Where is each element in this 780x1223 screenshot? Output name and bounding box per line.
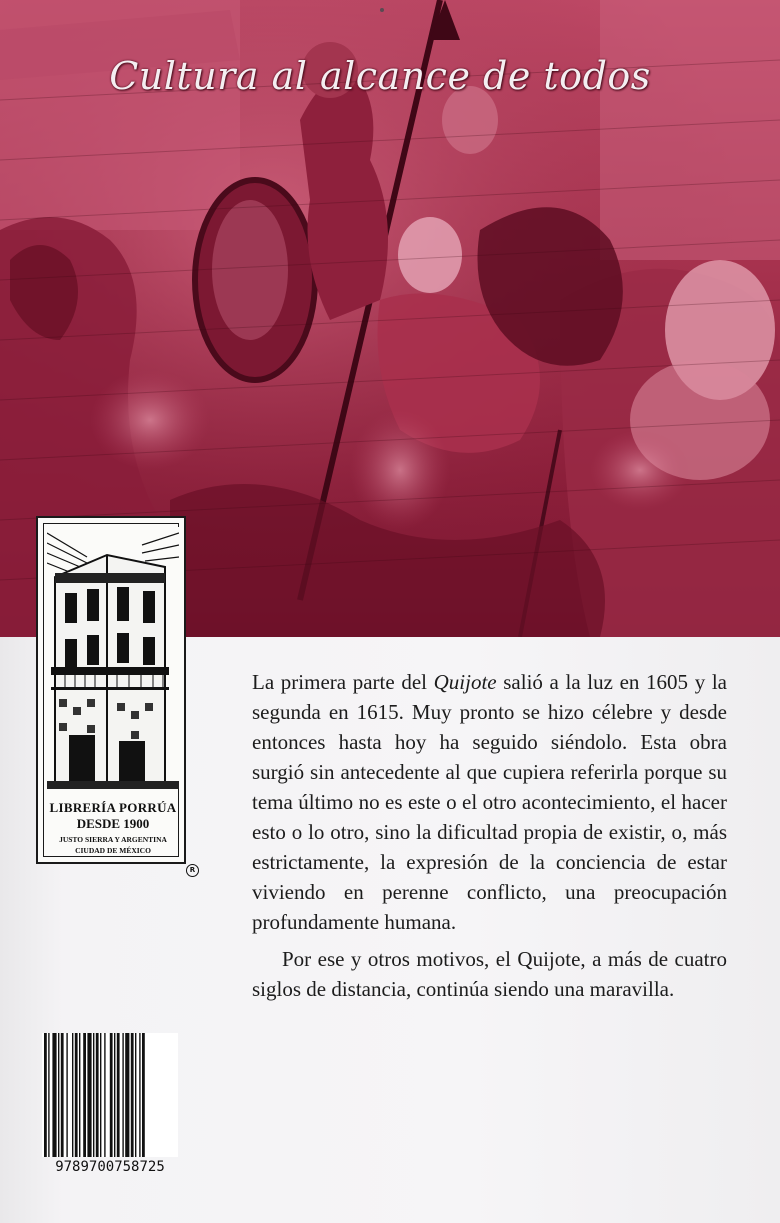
- barcode-bar: [110, 1033, 113, 1157]
- barcode-bar: [131, 1033, 134, 1157]
- barcode-bar: [93, 1033, 94, 1157]
- barcode-bar: [142, 1033, 145, 1157]
- isbn-barcode: [42, 1033, 178, 1175]
- description-paragraph-2: Por ese y otros motivos, el Quijote, a más de cuatro siglos de distancia, continúa siendo una maravilla.: [252, 947, 727, 1001]
- cover-tagline: Cultura al alcance de todos: [109, 54, 651, 98]
- barcode-bar: [139, 1033, 140, 1157]
- description-paragraph-1: [252, 667, 727, 937]
- publisher-since: DESDE 1900: [76, 816, 150, 831]
- publisher-name: LIBRERÍA PORRÚA: [49, 800, 177, 815]
- description-text: La primera parte del: [252, 670, 434, 694]
- description-text: salió a la luz en 1605 y la segunda en 1615. Muy pronto se hizo célebre y desde entonces hasta hoy ha seguido siéndolo. Esta obra surgió sin antecedente al que cupiera referirla porque su tema último no es este o el otro acontecimiento, el hacer esto o lo otro, sino la dificultad propia de existir, o, más estrictamente, la expresión de la conciencia de estar viviendo en perenne conflicto, una preocupación profundamente humana.: [252, 670, 727, 934]
- publisher-logo-frame: [43, 523, 179, 857]
- barcode-bar: [96, 1033, 99, 1157]
- barcode-bar: [61, 1033, 64, 1157]
- book-title-italic: Quijote: [433, 670, 497, 694]
- publisher-logo: [36, 516, 186, 864]
- publisher-address-line1: JUSTO SIERRA Y ARGENTINA: [59, 835, 167, 844]
- barcode-bar: [114, 1033, 115, 1157]
- barcode-bar: [52, 1033, 56, 1157]
- barcode-icon: [42, 1033, 178, 1157]
- barcode-bar: [79, 1033, 80, 1157]
- registered-trademark-icon: R: [186, 864, 199, 877]
- barcode-bar: [87, 1033, 91, 1157]
- isbn-number: 9789700758725: [55, 1159, 165, 1175]
- barcode-bar: [125, 1033, 129, 1157]
- barcode-bar: [83, 1033, 86, 1157]
- barcode-bar: [72, 1033, 73, 1157]
- publisher-address-line2: CIUDAD DE MÉXICO: [75, 846, 151, 855]
- barcode-bar: [66, 1033, 67, 1157]
- barcode-bar: [104, 1033, 105, 1157]
- barcode-bar: [48, 1033, 49, 1157]
- barcode-bar: [44, 1033, 47, 1157]
- barcode-bar: [75, 1033, 78, 1157]
- barcode-bar: [100, 1033, 101, 1157]
- barcode-bar: [135, 1033, 136, 1157]
- print-dot: [380, 8, 384, 12]
- barcode-bar: [117, 1033, 120, 1157]
- barcode-bar: [122, 1033, 123, 1157]
- bookstore-building-icon: [47, 527, 179, 789]
- book-description: [252, 667, 727, 1004]
- barcode-bar: [58, 1033, 59, 1157]
